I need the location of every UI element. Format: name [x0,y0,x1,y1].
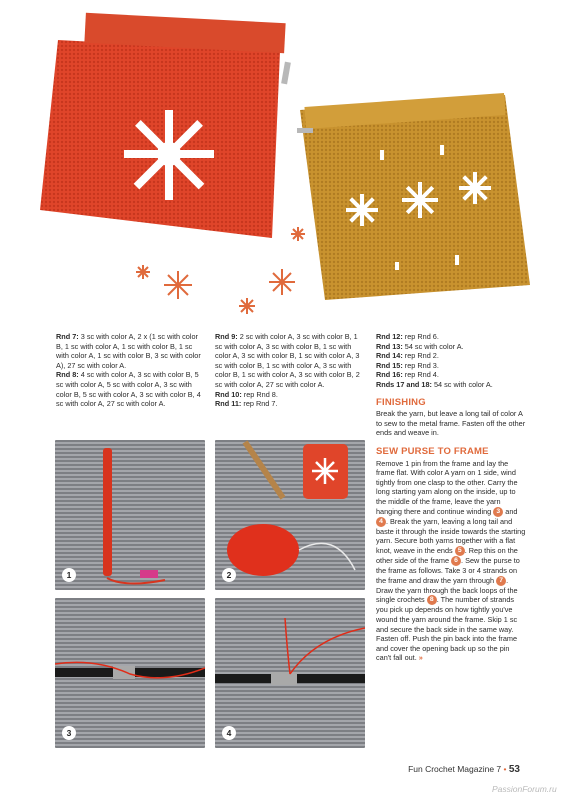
column-right [376,332,526,663]
rnd-14: Rnd 14: rep Rnd 2. [376,351,439,361]
rnd-11: Rnd 11: rep Rnd 7. [215,399,278,409]
step-badge-6: 6 [451,556,461,566]
rnd-8: Rnd 8: 4 sc with color A, 3 sc with color B, 5 sc with color A, 5 sc with color A, 3 sc with color B, 5 sc with color A, 3 sc with color B, 4 sc with color A, 27 sc with color A. [56,370,201,409]
column-middle [215,332,367,409]
sew-heading: SEW PURSE TO FRAME [376,445,489,457]
frame-tied-illustration [215,598,365,748]
rnd-13: Rnd 13: 54 sc with color A. [376,341,464,351]
yarn-and-hook-illustration [215,440,365,590]
finishing-body: Break the yarn, but leave a long tail of color A to sew to the metal frame. Fasten off the other ends and weave in. [376,409,526,438]
step-badge-4: 4 [376,517,386,527]
step-badge-3: 3 [493,507,503,517]
rnd-9: Rnd 9: 2 sc with color A, 3 sc with color B, 1 sc with color A, 3 sc with color B, 1 sc with color A, 3 sc with color B, 1 sc with color A, 3 sc with color B, 1 sc with color A, 3 sc with color B, 1 sc with color A, 3 sc with color B, 2 sc with color A, 27 sc with color A. [215,332,360,389]
frame-wound-red-illustration [55,440,205,590]
red-purse [40,13,291,238]
step-badge-5: 5 [455,546,465,556]
hero-photo [0,0,566,322]
mustard-purse [297,93,530,300]
footer-separator: • [503,764,507,774]
rnd-16: Rnd 16: rep Rnd 4. [376,370,439,380]
photo-number-4: 4 [222,726,236,740]
frame-flat-illustration [55,598,205,748]
finishing-heading: FINISHING [376,396,426,408]
snowflake-motif [124,110,214,200]
rnd-12: Rnd 12: rep Rnd 6. [376,332,439,341]
continue-arrow: » [418,653,423,663]
photo-number-1: 1 [62,568,76,582]
step-badge-7: 7 [496,576,506,586]
page-footer [408,764,520,775]
watermark: PassionForum.ru [492,784,557,794]
step-photo-2 [215,440,365,590]
magazine-name: Fun Crochet Magazine 7 [408,764,502,774]
decorative-snowflakes [136,227,305,314]
photo-number-3: 3 [62,726,76,740]
step-badge-8: 8 [427,595,437,605]
step-photo-4 [215,598,365,748]
rnd-15: Rnd 15: rep Rnd 3. [376,360,439,370]
photo-number-2: 2 [222,568,236,582]
column-left [56,332,206,409]
rnd-17-18: Rnds 17 and 18: 54 sc with color A. [376,379,493,389]
page-number: 53 [508,764,520,775]
step-photo-1 [55,440,205,590]
step-photo-3 [55,598,205,748]
rnd-10: Rnd 10: rep Rnd 8. [215,389,278,399]
sew-body: Remove 1 pin from the frame and lay the frame flat. With color A yarn on 1 side, wind tightly from one clasp to the other. Carry the long starting yarn along on the inside, up to the middle of the frame, leave the yarn hanging there and continue winding 3 and 4 . Break the yarn, leaving a long tail and baste it through the inside towards the starting yarn. Secure both yarns together with a flat knot, weave in the ends 5 . Rep this on the other side of the frame 6 . Sew the purse to the frame as follows. Take 3 or 4 strands on the frame and draw the yarn through 7 . Draw the yarn through the back loops of the single crochets 8 . The number of strands you pick up depends on how tightly you've wound the yarn around the frame. Skip 1 sc and secure the back side in the same way. Fasten off. Push the pin back into the frame and cover the opening back up so the pin can't fall out. » [376,458,526,663]
rnd-7: Rnd 7: 3 sc with color A, 2 x (1 sc with color B, 1 sc with color A, 1 sc with color B, 1 sc with color A, 1 sc with color B, 3 sc with color A), 27 sc with color A. [56,332,201,370]
